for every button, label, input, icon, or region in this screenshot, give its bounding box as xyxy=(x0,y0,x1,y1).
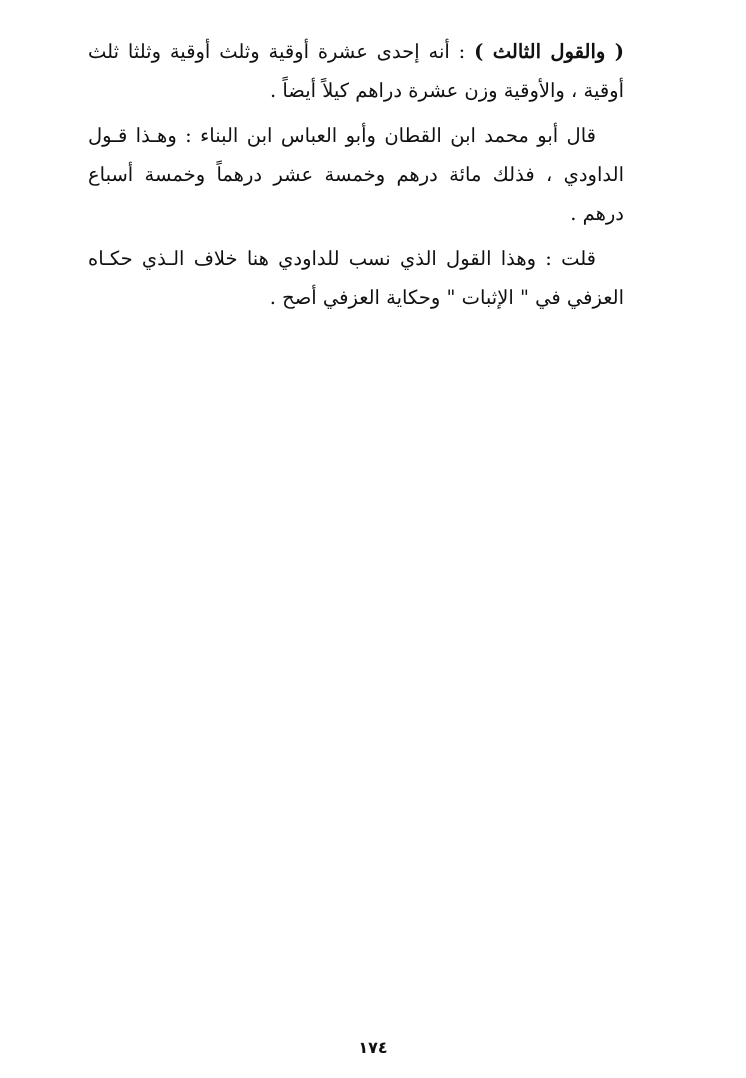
paragraph-ibn-al-qattan xyxy=(88,116,624,233)
paragraph-heading: ( والقول الثالث ) xyxy=(474,40,624,63)
paragraph-third-opinion xyxy=(88,32,624,110)
body-text xyxy=(88,32,624,323)
paragraph-author-note xyxy=(88,239,624,317)
paragraph-text: قلت : وهذا القول الذي نسب للداودي هنا خلاف الـذي حكـاه العزفي في " الإثبات " وحكاية العزفي أصح . xyxy=(88,247,624,309)
page-number: ١٧٤ xyxy=(358,1038,388,1057)
paragraph-text: : أنه إحدى عشرة أوقية وثلث أوقية وثلثا ثلث أوقية ، والأوقية وزن عشرة دراهم كيلاً أيضاً . xyxy=(88,40,624,102)
paragraph-text: قال أبو محمد ابن القطان وأبو العباس ابن البناء : وهـذا قـول الداودي ، فذلك مائة درهم وخمسة عشر درهماً وخمسة أسباع درهم . xyxy=(88,124,624,225)
